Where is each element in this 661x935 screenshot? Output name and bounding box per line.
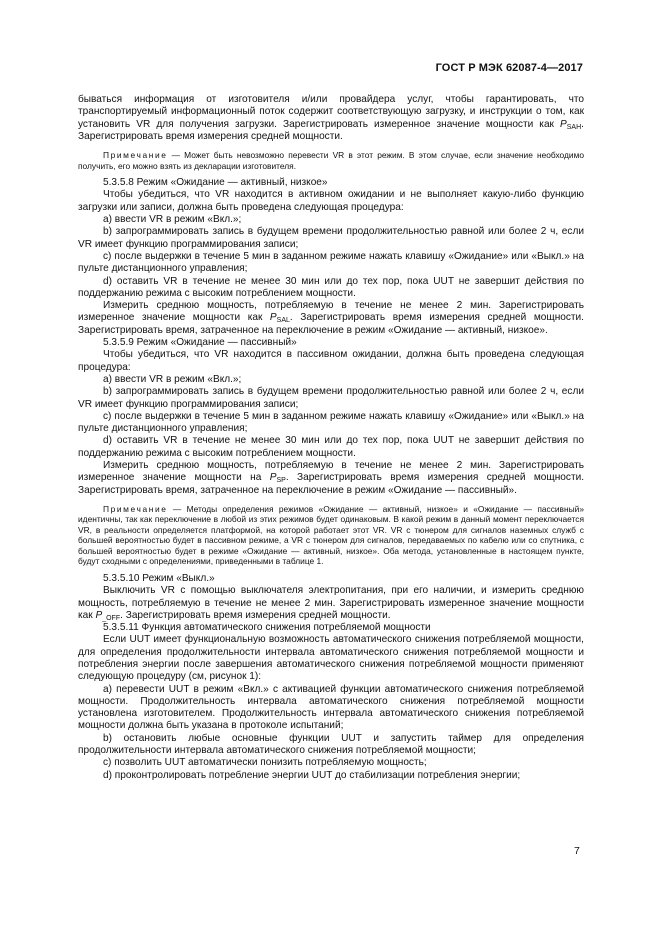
list-item: c) позволить UUT автоматически понизить потребляемую мощность; — [103, 757, 427, 769]
list-item: b) остановить любые основные функции UUT и запустить таймер для определения продолжительности интервала автоматического снижения потребляемой мощности; — [78, 732, 584, 757]
power-symbol: P — [269, 312, 277, 324]
section-5-3-5-10-text: Выключить VR с помощью выключателя электропитания, при его наличии, и измерить среднюю мощность, потребляемую в течение не менее 2 мин. Зарегистрировать измеренное значение мощности как $P_{\_OFF}$. Зарегистрировать время измерения средней мощности. — [78, 585, 584, 622]
list-item: а) перевести UUT в режим «Вкл.» с активацией функции автоматического снижения потребляемой мощности. Продолжительность интервала автоматического снижения потребляемой мощности установлена изготовителем. Продолжительность интервала автоматического снижения потребляемой мощности должна быть указана в протоколе испытаний; — [78, 683, 584, 732]
power-symbol: P — [560, 118, 567, 130]
note-2: Примечание — Методы определения режимов «Ожидание — активный, низкое» и «Ожидание — пассивный» идентичны, так как переключение в любой из этих режимов будет одинаковым. В какой режим в данный момент переключается VR, в реальности определяется платформой, на которой работает этот VR. VR с тюнером для сигналов наземных служб с большей вероятностью будет в пассивном режиме, а VR с тюнером для сигналов, передаваемых по кабелю или со спутника, с большей вероятностью будет в режиме «Ожидание — активный, низкое». Оба метода, установленные в настоящем пункте, будут сходными с определениями, приведенными в таблице 1. — [78, 503, 584, 567]
section-5-3-5-10-title: 5.3.5.10 Режим «Выкл.» — [103, 572, 215, 584]
section-5-3-5-8-measure: Измерить среднюю мощность, потребляемую в течение не менее 2 мин. Зарегистрировать измеренное значение мощности как $P_{SAL}$. Зарегистрировать время измерения средней мощности. Зарегистрировать время, затраченное на переключение в режим «Ожидание — активный, низкое». — [78, 300, 584, 336]
section-5-3-5-11-intro: Если UUT имеет функциональную возможность автоматического снижения потребляемой мощности, для определения продолжительности интервала автоматического снижения потребляемой мощности и потребления энергии после завершения автоматического снижения потребляемой мощности применяют следующую процедуру (см, рисунок 1): — [78, 634, 584, 683]
list-item: d) оставить VR в течение не менее 30 мин или до тех пор, пока UUT не завершит действия по поддержанию режима с высоким потреблением мощности. — [78, 275, 584, 299]
section-5-3-5-9-title: 5.3.5.9 Режим «Ожидание — пассивный» — [103, 337, 297, 349]
list-item: c) после выдержки в течение 5 мин в заданном режиме нажать клавишу «Ожидание» или «Выкл.» на пульте дистанционного управления; — [78, 410, 584, 435]
page-number: 7 — [574, 845, 580, 857]
list-item: d) проконтролировать потребление энергии UUT до стабилизации потребления энергии; — [103, 769, 521, 781]
power-symbol: P — [269, 472, 277, 484]
page-body — [78, 94, 584, 782]
list-item: b) запрограммировать запись в будущем времени продолжительностью равной или более 2 ч, если VR имеет функцию программирования записи; — [78, 386, 584, 410]
document-header: ГОСТ Р МЭК 62087-4—2017 — [435, 62, 583, 74]
note-1: Примечание — Может быть невозможно перевести VR в этот режим. В этом случае, если значение необходимо получить, его можно взять из декларации изготовителя. — [78, 150, 584, 171]
list-item: а) ввести VR в режим «Вкл.»; — [103, 214, 242, 226]
list-item: c) после выдержки в течение 5 мин в заданном режиме нажать клавишу «Ожидание» или «Выкл.» на пульте дистанционного управления; — [78, 250, 584, 275]
section-5-3-5-8-intro: Чтобы убедиться, что VR находится в активном ожидании и не выполняет какую-либо функцию загрузки или записи, должна быть проведена следующая процедура: — [78, 189, 584, 213]
section-5-3-5-9-measure: Измерить среднюю мощность, потребляемую в течение не менее 2 мин. Зарегистрировать измеренное значение мощности на $P_{SP}$. Зарегистрировать время измерения средней мощности. Зарегистрировать время, затраченное на переключение в режим «Ожидание — пассивный». — [78, 460, 585, 496]
list-item: d) оставить VR в течение не менее 30 мин или до тех пор, пока UUT не завершит действия по поддержанию режима с высоким потреблением мощности. — [78, 435, 584, 459]
list-item: b) запрограммировать запись в будущем времени продолжительностью равной или более 2 ч, если VR имеет функцию программирования записи; — [78, 226, 584, 250]
section-5-3-5-9-intro: Чтобы убедиться, что VR находится в пассивном ожидании, должна быть проведена следующая процедура: — [78, 349, 584, 373]
list-item: а) ввести VR в режим «Вкл.»; — [103, 373, 242, 385]
paragraph-continuation: бываться информация от изготовителя и/или провайдера услуг, чтобы гарантировать, что транспортируемый информационный поток содержит соответствующую загрузку, и инструкции о том, как установить VR для получения загрузки. Зарегистрировать измеренное значение мощности как $P_{SAH}$. Зарегистрировать время измерения средней мощности. — [78, 94, 584, 142]
section-5-3-5-11-title: 5.3.5.11 Функция автоматического снижения потребляемой мощности — [103, 622, 431, 634]
power-symbol: P — [95, 609, 103, 621]
section-5-3-5-8-title: 5.3.5.8 Режим «Ожидание — активный, низкое» — [103, 177, 328, 189]
